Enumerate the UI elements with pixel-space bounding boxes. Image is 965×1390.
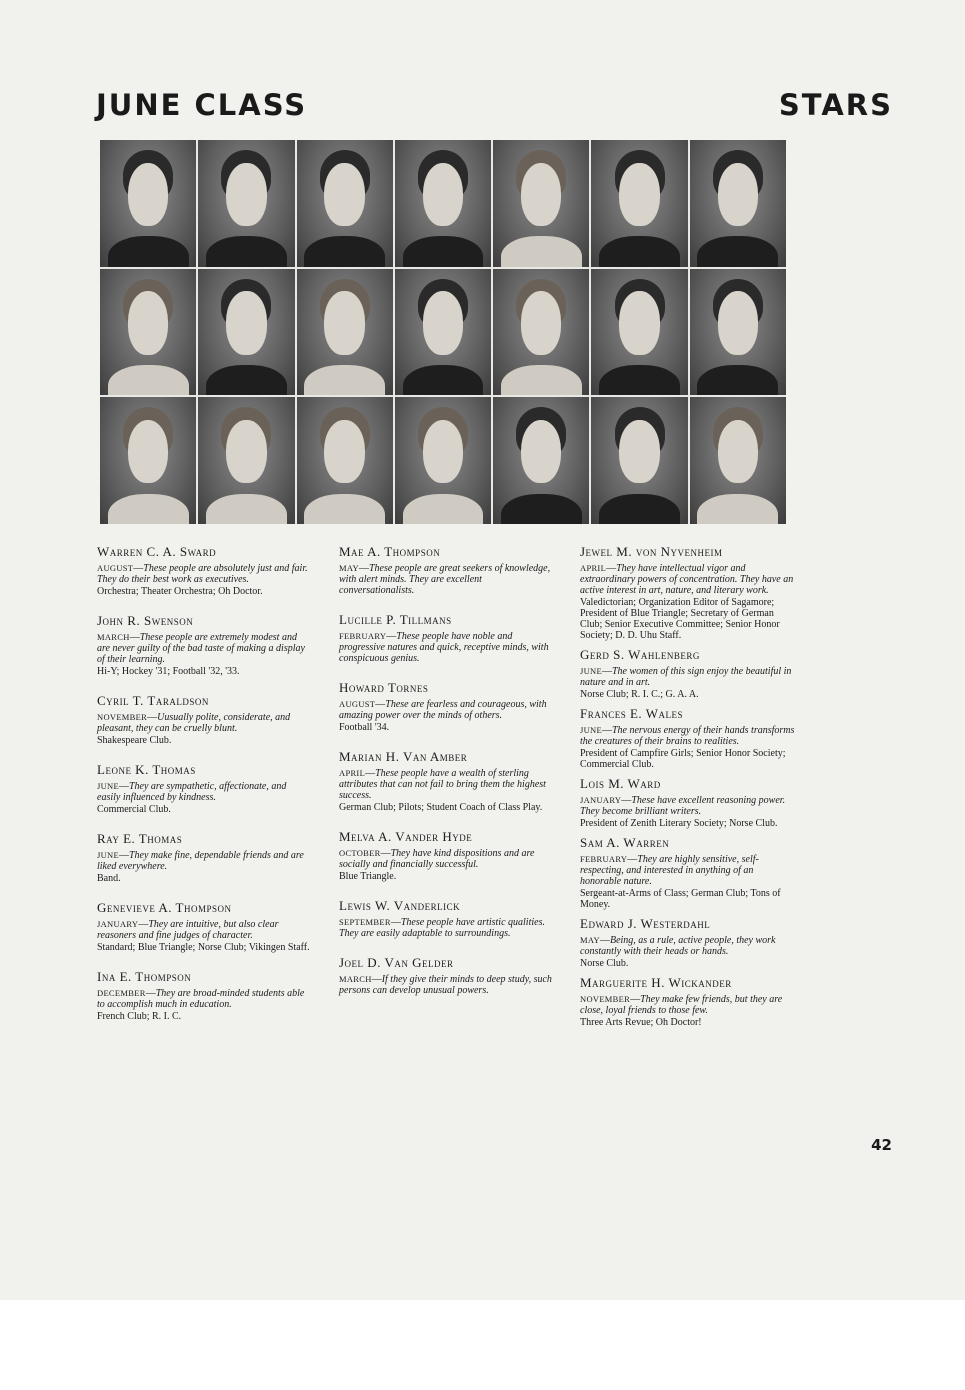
trait-description: They are broad-minded students able to accomplish much in education. bbox=[97, 988, 305, 1010]
student-entry bbox=[97, 544, 312, 597]
trait-description: These people have a wealth of sterling attributes that can not fail to bring them the highest success. bbox=[339, 768, 546, 801]
student-name: Lewis W. Vanderlick bbox=[339, 898, 461, 913]
portrait-photo bbox=[198, 397, 294, 524]
portrait-grid bbox=[100, 140, 786, 524]
birth-month: MAY bbox=[580, 935, 600, 945]
portrait-photo bbox=[591, 140, 687, 267]
birth-month: JUNE bbox=[97, 850, 119, 860]
portrait-photo bbox=[297, 397, 393, 524]
portrait-photo bbox=[100, 397, 196, 524]
student-activities: Three Arts Revue; Oh Doctor! bbox=[580, 1017, 702, 1028]
student-activities: Shakespeare Club. bbox=[97, 735, 172, 746]
student-entry bbox=[97, 693, 312, 746]
student-activities: Sergeant-at-Arms of Class; German Club; Tons of Money. bbox=[580, 888, 781, 910]
portrait-photo bbox=[690, 140, 786, 267]
trait-description: These have excellent reasoning power. They become brilliant writers. bbox=[580, 795, 786, 817]
student-activities: President of Campfire Girls; Senior Honor Society; Commercial Club. bbox=[580, 748, 786, 770]
birth-month: AUGUST bbox=[97, 563, 134, 573]
student-activities: German Club; Pilots; Student Coach of Class Play. bbox=[339, 802, 543, 813]
student-name: Lucille P. Tillmans bbox=[339, 612, 452, 627]
entries-column-1 bbox=[97, 544, 312, 1038]
student-activities: President of Zenith Literary Society; Norse Club. bbox=[580, 818, 778, 829]
portrait-photo bbox=[591, 397, 687, 524]
birth-month: MARCH bbox=[339, 974, 372, 984]
birth-month: JUNE bbox=[97, 781, 119, 791]
portrait-photo bbox=[198, 269, 294, 396]
student-name: Gerd S. Wahlenberg bbox=[580, 647, 700, 662]
student-entry bbox=[339, 544, 554, 596]
student-entry bbox=[97, 762, 312, 815]
student-entry bbox=[339, 829, 554, 882]
birth-month: SEPTEMBER bbox=[339, 917, 391, 927]
student-name: Ina E. Thompson bbox=[97, 969, 192, 984]
student-horoscope: JANUARY—These have excellent reasoning power. They become brilliant writers. bbox=[580, 795, 786, 817]
portrait-photo bbox=[591, 269, 687, 396]
birth-month: FEBRUARY bbox=[339, 631, 387, 641]
student-horoscope: JANUARY—They are intuitive, but also clear reasoners and fine judges of character. bbox=[97, 919, 279, 941]
student-horoscope: APRIL—These people have a wealth of sterling attributes that can not fail to bring them the highest success. bbox=[339, 768, 546, 801]
student-name: Sam A. Warren bbox=[580, 835, 670, 850]
trait-description: These people have noble and progressive natures and quick, receptive minds, with conspicuous genius. bbox=[339, 631, 549, 664]
page-title: JUNE CLASS bbox=[96, 88, 308, 122]
portrait-photo bbox=[100, 140, 196, 267]
trait-description: They are intuitive, but also clear reasoners and fine judges of character. bbox=[97, 919, 279, 941]
trait-description: They make few friends, but they are close, loyal friends to those few. bbox=[580, 994, 783, 1016]
student-activities: Norse Club; R. I. C.; G. A. A. bbox=[580, 689, 699, 700]
birth-month: MARCH bbox=[97, 632, 130, 642]
page-number: 42 bbox=[871, 1136, 892, 1154]
student-name: Mae A. Thompson bbox=[339, 544, 441, 559]
student-entry bbox=[580, 706, 795, 770]
trait-description: They have kind dispositions and are socially and financially successful. bbox=[339, 848, 535, 870]
student-horoscope: MAY—Being, as a rule, active people, they work constantly with their heads or hands. bbox=[580, 935, 776, 957]
birth-month: APRIL bbox=[339, 768, 366, 778]
student-entry bbox=[580, 544, 795, 641]
student-name: Jewel M. von Nyvenheim bbox=[580, 544, 723, 559]
portrait-photo bbox=[690, 397, 786, 524]
student-horoscope: OCTOBER—They have kind dispositions and are socially and financially successful. bbox=[339, 848, 535, 870]
student-horoscope: NOVEMBER—Uusually polite, considerate, and pleasant, they can be cruelly blunt. bbox=[97, 712, 291, 734]
student-activities: French Club; R. I. C. bbox=[97, 1011, 182, 1022]
student-horoscope: MAY—These people are great seekers of knowledge, with alert minds. They are excellent conversationalists. bbox=[339, 563, 551, 596]
portrait-photo bbox=[493, 397, 589, 524]
student-entry bbox=[580, 647, 795, 700]
portrait-photo bbox=[100, 269, 196, 396]
birth-month: OCTOBER bbox=[339, 848, 381, 858]
entries-column-2 bbox=[339, 544, 554, 1012]
student-entry bbox=[339, 955, 554, 996]
entries-column-3 bbox=[580, 544, 795, 1034]
student-name: Marguerite H. Wickander bbox=[580, 975, 732, 990]
page-title-right: STARS bbox=[778, 88, 893, 122]
student-horoscope: JUNE—The women of this sign enjoy the beautiful in nature and in art. bbox=[580, 666, 792, 688]
trait-description: These people are absolutely just and fair. They do their best work as executives. bbox=[97, 563, 308, 585]
student-entry bbox=[580, 975, 795, 1028]
portrait-photo bbox=[690, 269, 786, 396]
birth-month: APRIL bbox=[580, 563, 607, 573]
portrait-photo bbox=[493, 140, 589, 267]
student-horoscope: MARCH—If they give their minds to deep study, such persons can develop unusual powers. bbox=[339, 974, 552, 996]
student-horoscope: JUNE—They make fine, dependable friends and are liked everywhere. bbox=[97, 850, 304, 872]
student-entry bbox=[339, 612, 554, 664]
portrait-photo bbox=[395, 269, 491, 396]
student-activities: Orchestra; Theater Orchestra; Oh Doctor. bbox=[97, 586, 263, 597]
trait-description: They have intellectual vigor and extraordinary powers of concentration. They have an active interest in art, nature, and literary work. bbox=[580, 563, 794, 596]
birth-month: MAY bbox=[339, 563, 359, 573]
student-activities: Valedictorian; Organization Editor of Sagamore; President of Blue Triangle; Secretary of German Club; Senior Executive Committee; Senior Honor Society; D. D. Uhu Staff. bbox=[580, 597, 780, 641]
student-name: Edward J. Westerdahl bbox=[580, 916, 711, 931]
trait-description: These people are extremely modest and are never guilty of the bad taste of making a display of their learning. bbox=[97, 632, 305, 665]
student-name: John R. Swenson bbox=[97, 613, 194, 628]
student-entry bbox=[580, 776, 795, 829]
portrait-photo bbox=[395, 140, 491, 267]
student-name: Ray E. Thomas bbox=[97, 831, 183, 846]
student-name: Melva A. Vander Hyde bbox=[339, 829, 473, 844]
student-horoscope: AUGUST—These are fearless and courageous, with amazing power over the minds of others. bbox=[339, 699, 547, 721]
student-activities: Standard; Blue Triangle; Norse Club; Vikingen Staff. bbox=[97, 942, 310, 953]
student-name: Leone K. Thomas bbox=[97, 762, 196, 777]
student-entry bbox=[339, 680, 554, 733]
student-horoscope: DECEMBER—They are broad-minded students able to accomplish much in education. bbox=[97, 988, 305, 1010]
student-entry bbox=[97, 900, 312, 953]
student-horoscope: FEBRUARY—They are highly sensitive, self-respecting, and interested in anything of an honorable nature. bbox=[580, 854, 759, 887]
portrait-photo bbox=[493, 269, 589, 396]
student-horoscope: FEBRUARY—These people have noble and progressive natures and quick, receptive minds, with conspicuous genius. bbox=[339, 631, 549, 664]
birth-month: JANUARY bbox=[580, 795, 622, 805]
trait-description: They are highly sensitive, self-respecting, and interested in anything of an honorable nature. bbox=[580, 854, 759, 887]
student-entry bbox=[580, 916, 795, 969]
student-entry bbox=[97, 613, 312, 677]
trait-description: These are fearless and courageous, with amazing power over the minds of others. bbox=[339, 699, 547, 721]
birth-month: AUGUST bbox=[339, 699, 376, 709]
student-activities: Hi-Y; Hockey '31; Football '32, '33. bbox=[97, 666, 240, 677]
student-horoscope: JUNE—They are sympathetic, affectionate, and easily influenced by kindness. bbox=[97, 781, 287, 803]
trait-description: They are sympathetic, affectionate, and easily influenced by kindness. bbox=[97, 781, 287, 803]
birth-month: NOVEMBER bbox=[580, 994, 631, 1004]
student-activities: Commercial Club. bbox=[97, 804, 171, 815]
portrait-photo bbox=[395, 397, 491, 524]
birth-month: NOVEMBER bbox=[97, 712, 148, 722]
student-name: Lois M. Ward bbox=[580, 776, 661, 791]
student-name: Joel D. Van Gelder bbox=[339, 955, 454, 970]
trait-description: These people have artistic qualities. They are easily adaptable to surroundings. bbox=[339, 917, 545, 939]
student-horoscope: JUNE—The nervous energy of their hands transforms the creatures of their brains to realities. bbox=[580, 725, 795, 747]
birth-month: JUNE bbox=[580, 725, 602, 735]
birth-month: JUNE bbox=[580, 666, 602, 676]
student-name: Frances E. Wales bbox=[580, 706, 683, 721]
student-entry bbox=[339, 898, 554, 939]
portrait-photo bbox=[297, 269, 393, 396]
student-entry bbox=[97, 831, 312, 884]
student-entry bbox=[580, 835, 795, 910]
student-horoscope: MARCH—These people are extremely modest and are never guilty of the bad taste of making a display of their learning. bbox=[97, 632, 305, 665]
birth-month: DECEMBER bbox=[97, 988, 146, 998]
trait-description: The nervous energy of their hands transforms the creatures of their brains to realities. bbox=[580, 725, 795, 747]
birth-month: JANUARY bbox=[97, 919, 139, 929]
student-activities: Blue Triangle. bbox=[339, 871, 397, 882]
student-name: Marian H. Van Amber bbox=[339, 749, 468, 764]
student-activities: Norse Club. bbox=[580, 958, 629, 969]
trait-description: They make fine, dependable friends and are liked everywhere. bbox=[97, 850, 304, 872]
student-name: Genevieve A. Thompson bbox=[97, 900, 232, 915]
student-horoscope: AUGUST—These people are absolutely just and fair. They do their best work as executives. bbox=[97, 563, 308, 585]
portrait-photo bbox=[198, 140, 294, 267]
student-name: Warren C. A. Sward bbox=[97, 544, 217, 559]
trait-description: Being, as a rule, active people, they work constantly with their heads or hands. bbox=[580, 935, 776, 957]
student-activities: Football '34. bbox=[339, 722, 390, 733]
student-horoscope: NOVEMBER—They make few friends, but they are close, loyal friends to those few. bbox=[580, 994, 783, 1016]
portrait-photo bbox=[297, 140, 393, 267]
trait-description: If they give their minds to deep study, such persons can develop unusual powers. bbox=[339, 974, 552, 996]
student-name: Howard Tornes bbox=[339, 680, 429, 695]
student-activities: Band. bbox=[97, 873, 121, 884]
student-name: Cyril T. Taraldson bbox=[97, 693, 209, 708]
birth-month: FEBRUARY bbox=[580, 854, 628, 864]
student-entry bbox=[97, 969, 312, 1022]
trait-description: These people are great seekers of knowledge, with alert minds. They are excellent conversationalists. bbox=[339, 563, 551, 596]
student-horoscope: SEPTEMBER—These people have artistic qualities. They are easily adaptable to surroundings. bbox=[339, 917, 545, 939]
trait-description: Uusually polite, considerate, and pleasant, they can be cruelly blunt. bbox=[97, 712, 291, 734]
trait-description: The women of this sign enjoy the beautiful in nature and in art. bbox=[580, 666, 792, 688]
student-horoscope: APRIL—They have intellectual vigor and extraordinary powers of concentration. They have an active interest in art, nature, and literary work. bbox=[580, 563, 794, 596]
student-entry bbox=[339, 749, 554, 813]
